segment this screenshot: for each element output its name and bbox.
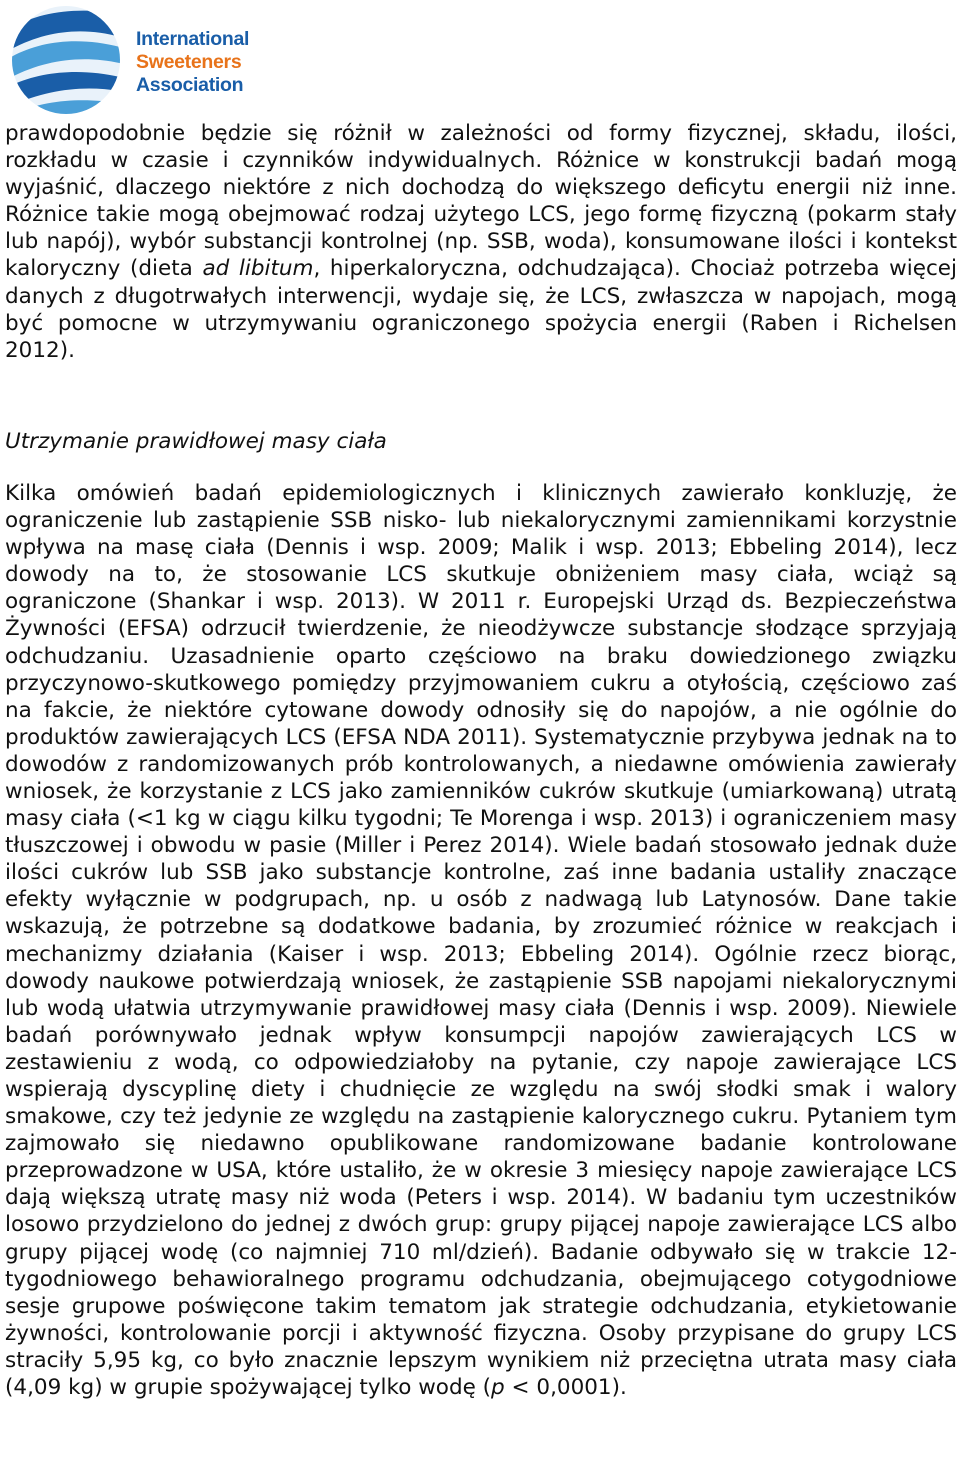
paragraph-intro-text-end: , hiperkaloryczna, odchudzająca). Chociaż potrzeba więcej danych z długotrwałych interwencji, wydaje się, że LCS, zwłaszcza w napojach, mogą być pomocne w utrzymywaniu ograniczonego spożycia energii (Raben i Richelsen 2012). <box>5 256 957 363</box>
paragraph-weight-text: Kilka omówień badań epidemiologicznych i klinicznych zawierało konkluzję, że ograniczenie lub zastąpienie SSB nisko- lub niekalorycznymi zamiennikami korzystnie wpływa na masę ciała (Dennis i wsp. 2009; Malik i wsp. 2013; Ebbeling 2014), lecz dowody na to, że stosowanie LCS skutkuje obniżeniem masy ciała, wciąż są ograniczone (Shankar i wsp. 2013). W 2011 r. Europejski Urząd ds. Bezpieczeństwa Żywności (EFSA) odrzucił twierdzenie, że nieodżywcze substancje słodzące sprzyjają odchudzaniu. Uzasadnienie oparto częściowo na braku dowiedzionego związku przyczynowo-skutkowego pomiędzy przyjmowaniem cukru a otyłością, częściowo zaś na fakcie, że niektóre cytowane dowody odnosiły się do napojów, a nie ogólnie do produktów zawierających LCS (EFSA NDA 2011). Systematycznie przybywa jednak na to dowodów z randomizowanych prób kontrolowanych, a niedawne omówienia zawierały wniosek, że korzystanie z LCS jako zamienników cukrów skutkuje (umiarkowaną) utratą masy ciała (<1 kg w ciągu kilku tygodni; Te Morenga i wsp. 2013) i ograniczeniem masy tłuszczowej i obwodu w pasie (Miller i Perez 2014). Wiele badań stosowało jednak duże ilości cukrów lub SSB jako substancje kontrolne, zaś inne badania ustaliły znaczące efekty wyłącznie w podgrupach, np. u osób z nadwagą lub Latynosów. Dane takie wskazują, że potrzebne są dodatkowe badania, by zrozumieć różnice w reakcjach i mechanizmy działania (Kaiser i wsp. 2013; Ebbeling 2014). Ogólnie rzecz biorąc, dowody naukowe potwierdzają wniosek, że zastąpienie SSB napojami niekalorycznymi lub wodą ułatwia utrzymywanie prawidłowej masy ciała (Dennis i wsp. 2009). Niewiele badań porównywało jednak wpływ konsumpcji napojów zawierających LCS w zestawieniu z wodą, co odpowiedziałoby na pytanie, czy napoje zawierające LCS wspierają dyscyplinę diety i chudnięcie ze względu na swój słodki smak i walory smakowe, czy też jedynie ze względu na zastąpienie kalorycznego cukru. Pytaniem tym zajmowało się niedawno opublikowane randomizowane badanie kontrolowane przeprowadzone w USA, które ustaliło, że w okresie 3 miesięcy napoje zawierające LCS dają większą utratę masy niż woda (Peters i wsp. 2014). W badaniu tym uczestników losowo przydzielono do jednej z dwóch grup: grupy pijącej napoje zawierające LCS albo grupy pijącej wodę (co najmniej 710 ml/dzień). Badanie odbywało się w trakcie 12-tygodniowego behawioralnego programu odchudzania, obejmującego cotygodniowe sesje grupowe poświęcone takim tematom jak strategie odchudzania, etykietowanie żywności, kontrolowanie porcji i aktywność fizyczna. Osoby przypisane do grupy LCS straciły 5,95 kg, co było znacznie lepszym wynikiem niż przeciętna utrata masy ciała (4,09 kg) w grupie spożywającej tylko wodę ( <box>5 480 957 1401</box>
logo-globe-icon <box>4 4 132 116</box>
logo-line-association: Association <box>136 74 244 96</box>
paragraph-intro-italic: ad libitum <box>202 256 314 282</box>
section-heading: Utrzymanie prawidłowej masy ciała <box>5 428 387 454</box>
logo-line-international: International <box>136 28 250 50</box>
paragraph-intro-text: prawdopodobnie będzie się różnił w zależności od formy fizycznej, składu, ilości, rozkładu w czasie i czynników indywidualnych. Różnice w konstrukcji badań mogą wyjaśnić, dlaczego niektóre z nich dochodzą do większego deficytu energii niż inne. Różnice takie mogą obejmować rodzaj użytego LCS, jego formę fizyczną (pokarm stały lub napój), wybór substancji kontrolnej (np. SSB, woda), konsumowane ilości i kontekst kaloryczny (dieta <box>5 121 957 282</box>
paragraph-weight-maintenance <box>5 480 957 1401</box>
paragraph-intro <box>5 120 957 364</box>
isa-logo <box>4 4 254 116</box>
paragraph-weight-text-end: < 0,0001). <box>504 1375 627 1401</box>
paragraph-weight-italic: p <box>491 1375 505 1401</box>
document-body <box>5 120 957 1401</box>
logo-line-sweeteners: Sweeteners <box>136 51 242 73</box>
